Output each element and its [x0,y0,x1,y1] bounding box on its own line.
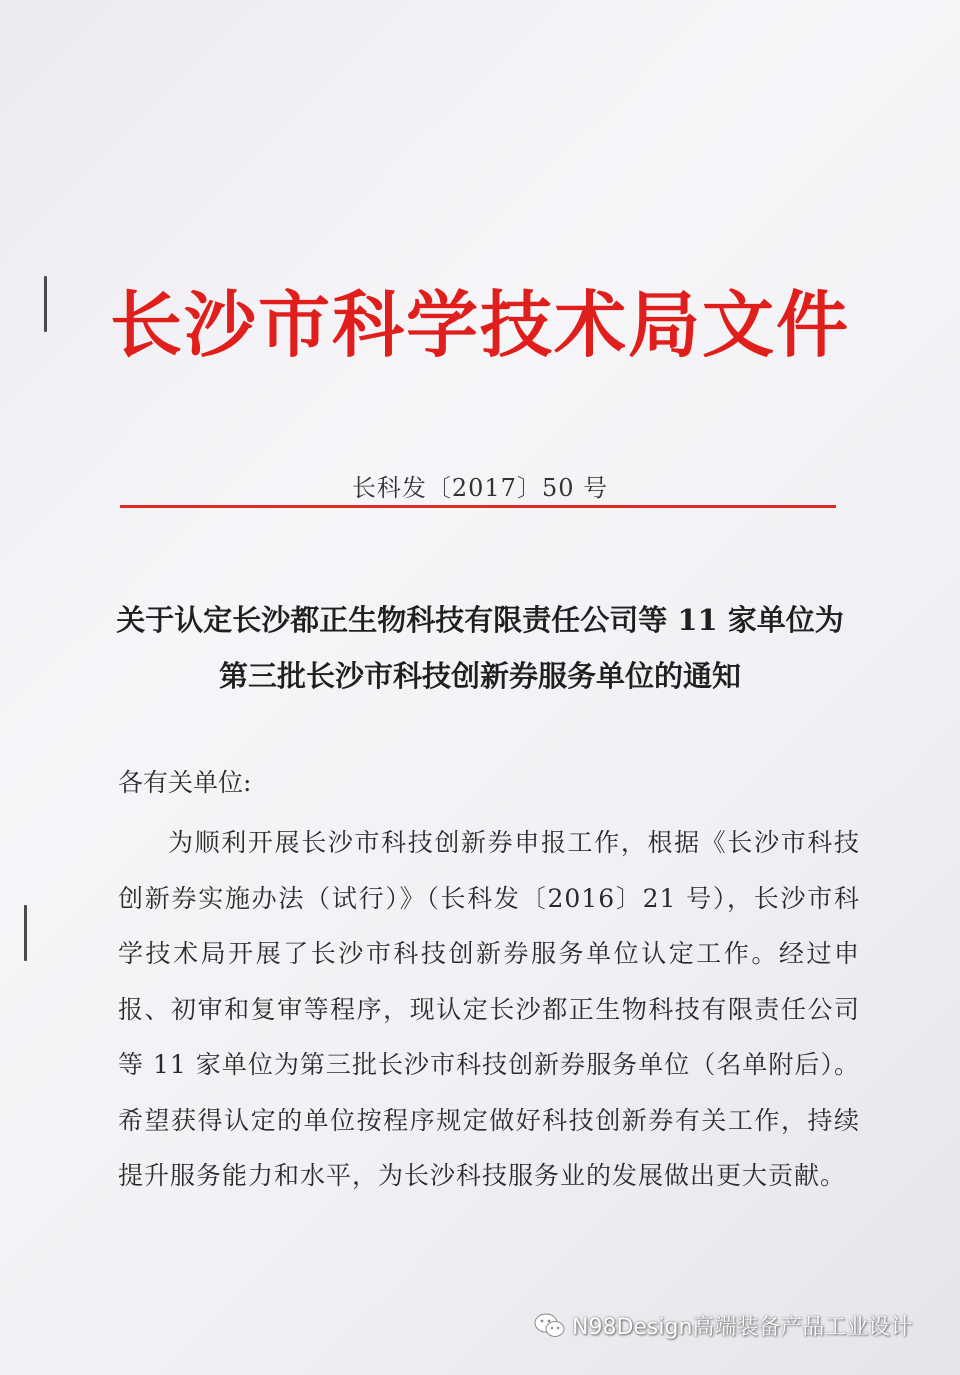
watermark-text: N98Design高端装备产品工业设计 [572,1315,913,1340]
wechat-icon [534,1312,566,1340]
notice-title-line2: 第三批长沙市科技创新券服务单位的通知 [218,659,741,693]
body-paragraph: 为顺利开展长沙市科技创新券申报工作，根据《长沙市科技创新券实施办法（试行）》（长科发〔2016〕21 号），长沙市科学技术局开展了长沙市科技创新券服务单位认定工作。经过申报、初审和复审等程序，现认定长沙都正生物科技有限责任公司等 11 家单位为第三批长沙市科技创新券服务单位（名单附后）。希望获得认定的单位按程序规定做好科技创新券有关工作，持续提升服务能力和水平，为长沙科技服务业的发展做出更大贡献。 [118,828,860,1190]
notice-title-line1: 关于认定长沙都正生物科技有限责任公司等 11 家单位为 [116,603,844,637]
binding-mark-bottom [24,905,27,961]
red-divider-line [120,505,836,508]
document-header-title: 长沙市科学技术局文件 [109,282,850,367]
document-number: 长科发〔2017〕50 号 [351,474,609,502]
salutation: 各有关单位: [118,768,252,797]
watermark [534,1310,912,1341]
